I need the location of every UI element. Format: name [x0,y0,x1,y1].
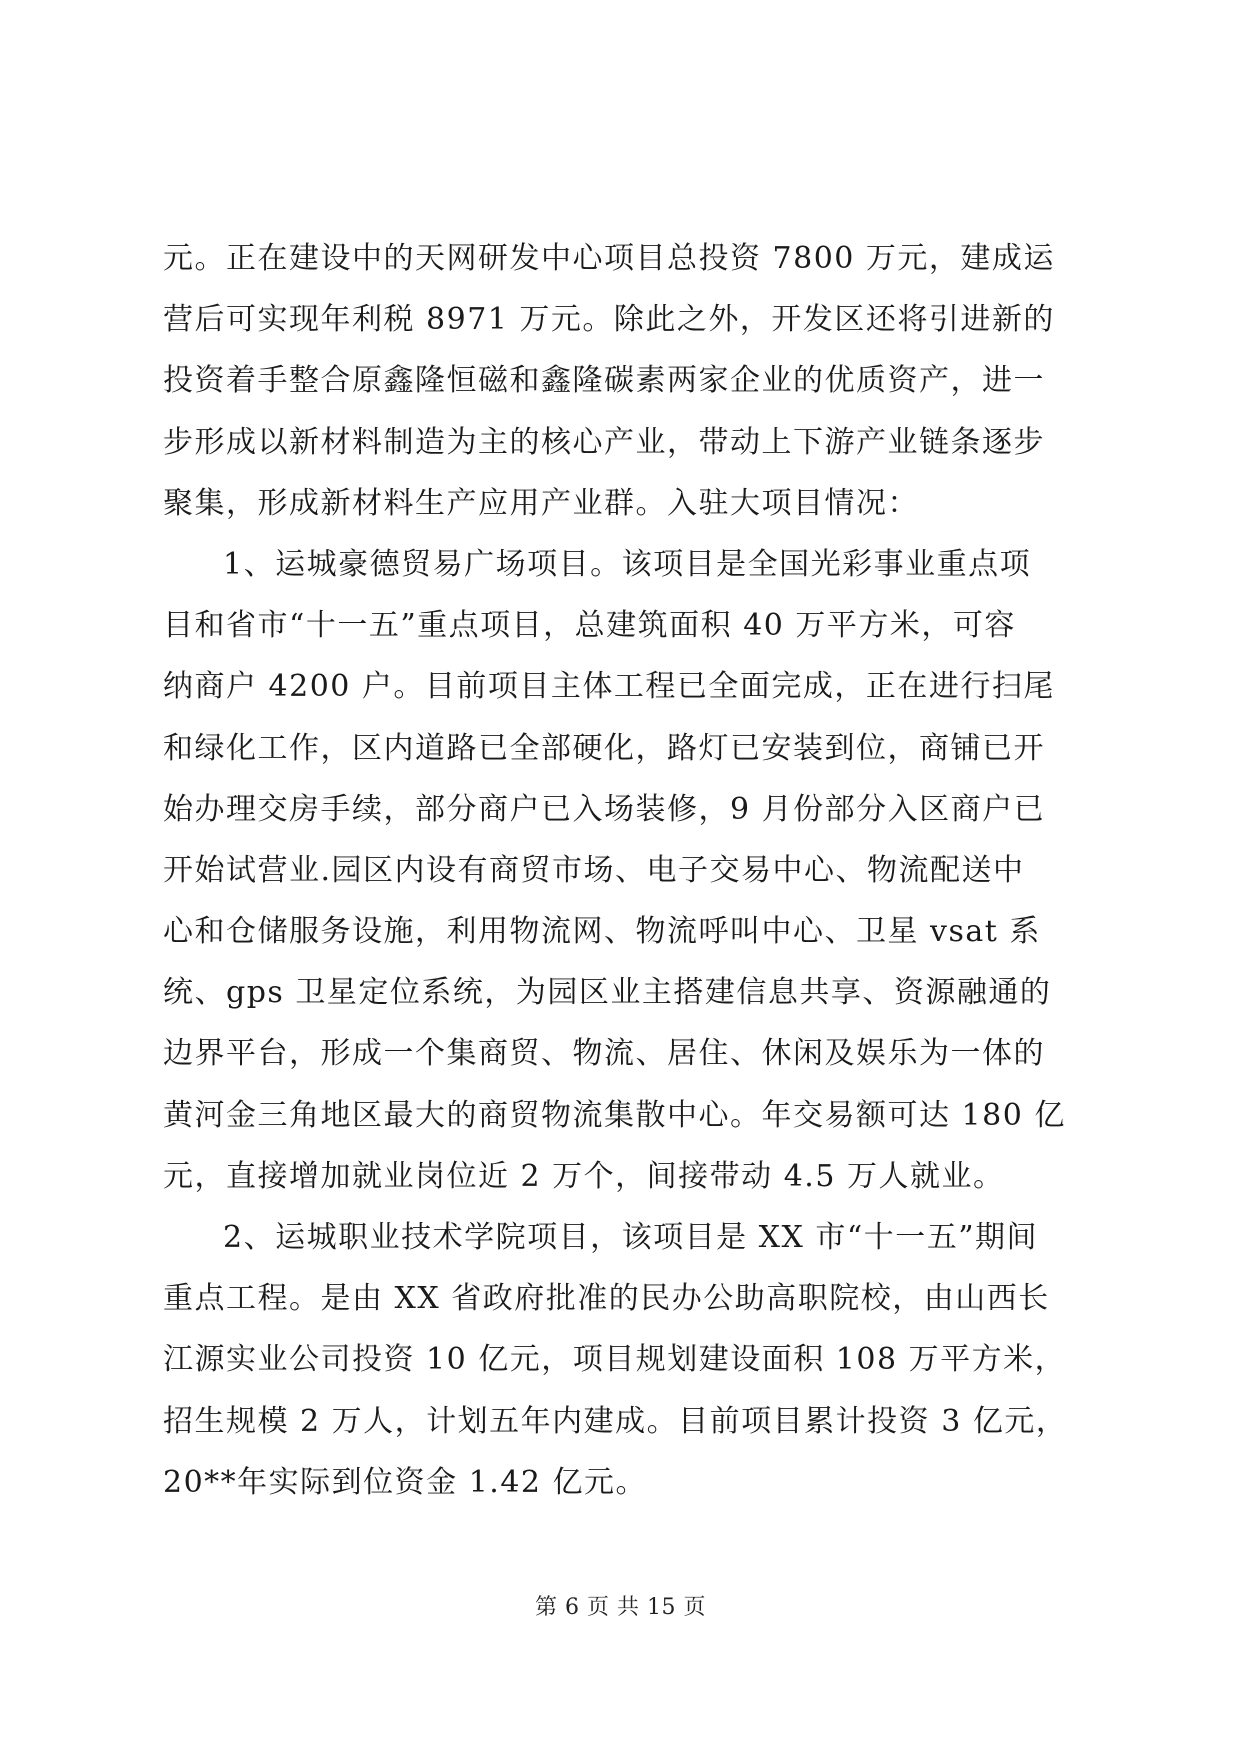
paragraph-line: 重点工程。是由 XX 省政府批准的民办公助高职院校，由山西长 [163,1281,1050,1317]
paragraph-line: 纳商户 4200 户。目前项目主体工程已全面完成，正在进行扫尾 [163,669,1055,705]
paragraph-line: 步形成以新材料制造为主的核心产业，带动上下游产业链条逐步 [163,424,1045,460]
document-body [163,228,1083,1513]
paragraph-line: 开始试营业.园区内设有商贸市场、电子交易中心、物流配送中 [163,852,1025,888]
paragraph-line: 江源实业公司投资 10 亿元，项目规划建设面积 108 万平方米， [163,1342,1067,1378]
paragraph-line: 和绿化工作，区内道路已全部硬化，路灯已安装到位，商铺已开 [163,730,1045,766]
paragraph-line: 营后可实现年利税 8971 万元。除此之外，开发区还将引进新的 [163,302,1055,338]
paragraph-line: 目和省市“十一五”重点项目，总建筑面积 40 万平方米，可容 [163,608,1016,644]
page-number-footer: 第 6 页 共 15 页 [535,1595,706,1620]
paragraph-line: 黄河金三角地区最大的商贸物流集散中心。年交易额可达 180 亿 [163,1097,1066,1133]
paragraph-line: 元，直接增加就业岗位近 2 万个，间接带动 4.5 万人就业。 [163,1158,1005,1194]
paragraph-line: 统、gps 卫星定位系统，为园区业主搭建信息共享、资源融通的 [163,975,1052,1011]
item-2-first-line: 2、运城职业技术学院项目，该项目是 XX 市“十一五”期间 [223,1220,1039,1255]
paragraph-line: 投资着手整合原鑫隆恒磁和鑫隆碳素两家企业的优质资产，进一 [163,363,1045,399]
paragraph-line: 边界平台，形成一个集商贸、物流、居住、休闲及娱乐为一体的 [163,1036,1045,1072]
paragraph-line: 始办理交房手续，部分商户已入场装修，9 月份部分入区商户已 [163,791,1046,827]
paragraph-line: 招生规模 2 万人，计划五年内建成。目前项目累计投资 3 亿元， [163,1403,1068,1439]
paragraph-line: 20**年实际到位资金 1.42 亿元。 [163,1464,648,1500]
paragraph-line: 元。正在建设中的天网研发中心项目总投资 7800 万元，建成运 [163,241,1055,276]
item-1-first-line: 1、运城豪德贸易广场项目。该项目是全国光彩事业重点项 [223,546,1032,582]
paragraph-line: 心和仓储服务设施，利用物流网、物流呼叫中心、卫星 vsat 系 [163,914,1041,950]
paragraph-line: 聚集，形成新材料生产应用产业群。入驻大项目情况： [163,485,919,521]
